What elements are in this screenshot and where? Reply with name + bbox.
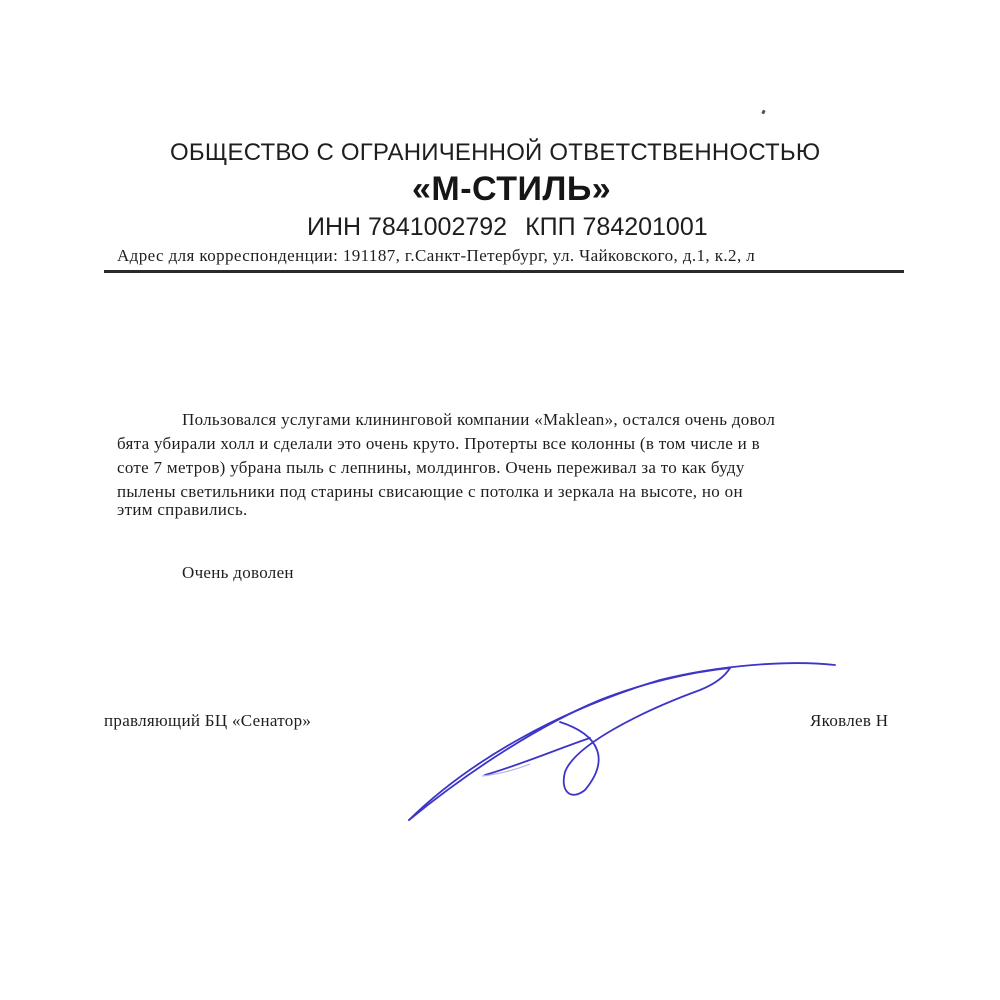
signer-title: правляющий БЦ «Сенатор»	[104, 711, 312, 730]
company-name: «М-СТИЛЬ»	[412, 170, 612, 208]
tax-ids	[307, 213, 708, 242]
company-type: ОБЩЕСТВО С ОГРАНИЧЕННОЙ ОТВЕТСТВЕННОСТЬЮ	[170, 139, 821, 166]
body-line-5: этим справились.	[117, 500, 248, 519]
body-line-3: соте 7 метров) убрана пыль с лепнины, молдингов. Очень переживал за то как буду	[117, 458, 745, 477]
correspondence-address: Адрес для корреспонденции: 191187, г.Санкт-Петербург, ул. Чайковского, д.1, к.2, л	[117, 246, 756, 265]
kpp-number: КПП 784201001	[525, 213, 708, 241]
body-line-1: Пользовался услугами клининговой компании «Maklean», остался очень довол	[182, 410, 776, 429]
closing-remark: Очень доволен	[182, 563, 294, 582]
body-line-4: пылены светильники под старины свисающие с потолка и зеркала на высоте, но он	[117, 482, 743, 501]
letterhead-divider	[104, 270, 904, 273]
inn-number: ИНН 7841002792	[307, 213, 508, 241]
body-line-2: бята убирали холл и сделали это очень круто. Протерты все колонны (в том числе и в	[117, 434, 760, 453]
signer-name: Яковлев Н	[810, 711, 889, 730]
